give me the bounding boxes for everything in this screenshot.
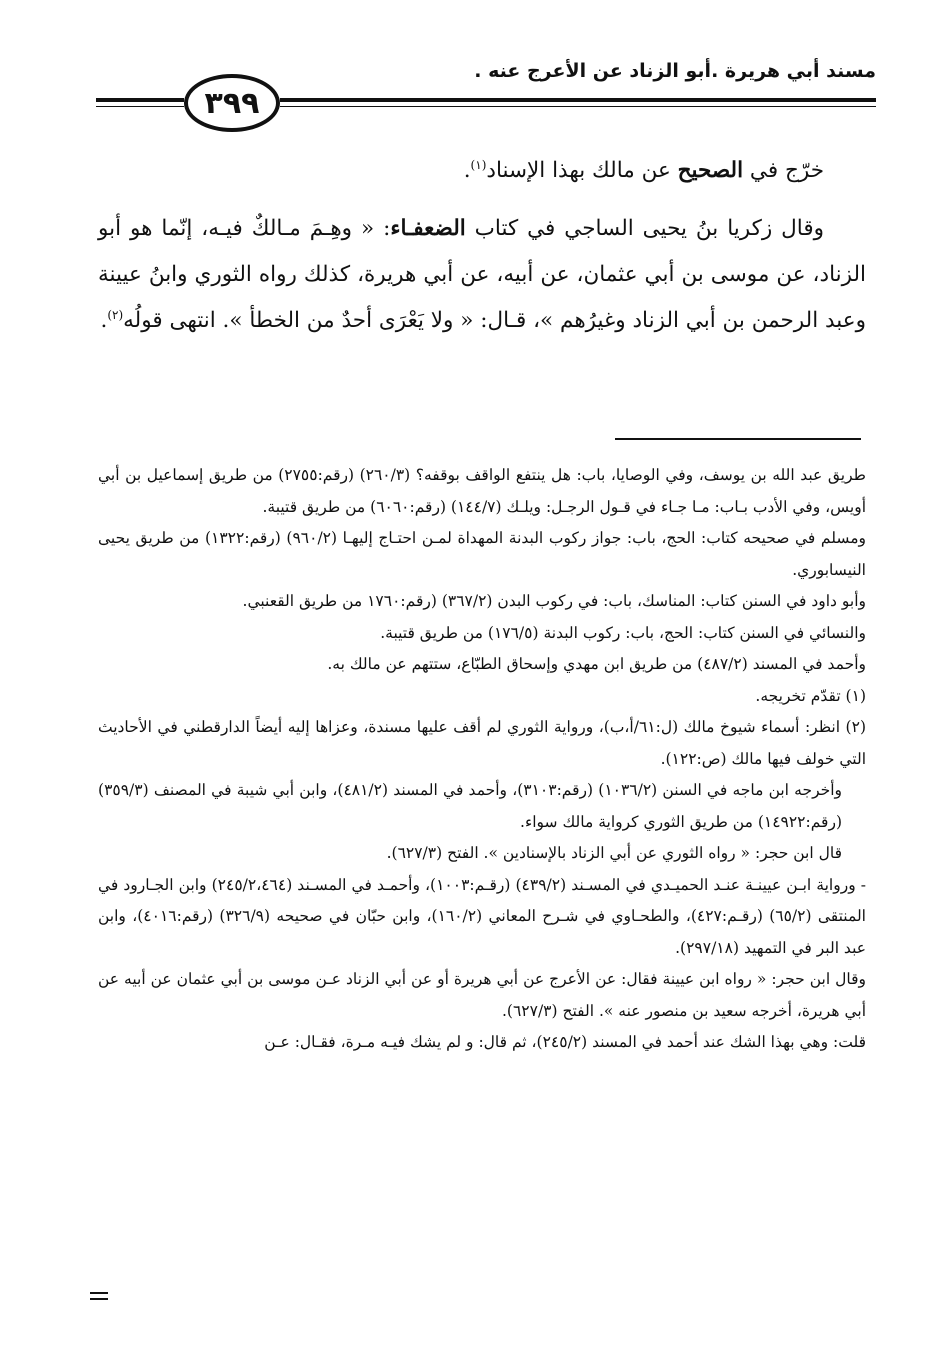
footnote-separator [615,438,861,440]
header-rule-thin-right [280,106,876,107]
main-paragraph-2: وقال زكريا بنُ يحيى الساجي في كتاب الضعفـاء: « وهِـمَ مـالكٌ فيـه، إنّما هو أبو الزناد، عن موسى بن أبي عثمان، عن أبيه، عن أبي هريرة، كذلك رواه الثوري وابنُ عيينة وعبد الرحمن بن أبي الزناد وغيرُهم »، قـال: « ولا يَعْرَى أحدٌ من الخطأ ». انتهى قولُه$^{(٢)}$. [98,216,866,333]
main-paragraph-1: خرّج في الصحيح عن مالك بهذا الإسناد$^{(١)}$. [463,157,824,183]
footnote-line: ومسلم في صحيحه كتاب: الحج، باب: جواز ركوب البدنة المهداة لمـن احتـاج إليهـا (٩٦٠/٢) (رقم:١٣٢٢) من طريق يحيى النيسابوري. [98,529,866,579]
footnote-line: والنسائي في السنن كتاب: الحج، باب: ركوب البدنة (١٧٦/٥) من طريق قتيبة. [380,623,866,642]
p2-bold-word: الضعفـاء [390,216,466,241]
p1-bold-word: الصحيح [677,158,744,183]
footnote-line: قلت: وهي بهذا الشك عند أحمد في المسند (٢٤٥/٢)، ثم قال: و لم يشك فيـه مـرة، فقـال: عـن [264,1033,866,1051]
main-text [98,148,866,356]
footnotes [98,460,866,1059]
footnote-line: وأبو داود في السنن كتاب: المناسك، باب: في ركوب البدن (٣٦٧/٢) (رقم:١٧٦٠ من طريق القعنبي. [242,592,866,610]
p2-part-b: : « وهِـمَ مـالكٌ فيـه، إنّما هو أبو الزناد، عن موسى بن أبي عثمان، عن أبيه، عن أبي هريرة، كذلك رواه الثوري وابنُ عيينة وعبد الرحمن بن أبي الزناد وغيرُهم »، قـال: « ولا يَعْرَى أحدٌ من الخطأ ». انتهى قولُه [98,216,866,333]
continuation-mark [90,1292,108,1300]
footnote-line: وأخرجه ابن ماجه في السنن (١٠٣٦/٢) (رقم:٣١٠٣)، وأحمد في المسند (٤٨١/٢)، وابن أبي شيبة في المصنف (٣٥٩/٣) (رقم:١٤٩٢٢) من طريق الثوري كرواية مالك سواء. [98,781,842,831]
p1-after: عن مالك بهذا الإسناد [486,158,678,183]
page-header [96,52,876,132]
header-rule-thick-left [96,98,184,102]
page-number-text: ٣٩٩ [204,85,260,121]
running-title: مسند أبي هريرة .أبو الزناد عن الأعرج عنه . [474,60,876,82]
footnote-line: طريق عبد الله بن يوسف، وفي الوصايا، باب: هل ينتفع الواقف بوقفه؟ (٢٦٠/٣) (رقم:٢٧٥٥) من طريق إسماعيل بن أبي أويس، وفي الأدب بـاب: مـا جـاء في قـول الرجـل: ويلـك (١٤٤/٧) (رقم:٦٠٦٠) من طريق قتيبة. [98,466,866,516]
footnote-2: (٢) انظر: أسماء شيوخ مالك (ل:٦١/أ،ب)، ورواية الثوري لم أقف عليها مسندة، وعزاها إليه أيضاً الدارقطني في الأحاديث التي خولف فيها مالك (ص:١٢٢). [98,718,866,768]
page-number [184,74,280,132]
footnote-line: - ورواية ابـن عيينـة عنـد الحميـدي في المسـند (٤٣٩/٢) (رقـم:١٠٠٣)، وأحمـد في المسـند (٢٤٥/٢،٤٦٤) وابن الجـارود في المنتقى (٦٥/٢) (رقـم:٤٢٧)، والطحـاوي في شـرح المعاني (١٦٠/٢)، وابن حبّان في صحيحه (٣٢٦/٩) (رقم:٤٠١٦)، وابن عبد البر في التمهيد (٢٩٧/١٨). [98,875,866,957]
p1-before: خرّج في [743,158,824,183]
p2-part-a: وقال زكريا بنُ يحيى الساجي في كتاب [465,216,824,241]
footnote-line: قال ابن حجر: « رواه الثوري عن أبي الزناد بالإسنادين ». الفتح (٦٢٧/٣). [386,844,842,862]
footnote-ref-1: (١) [470,157,487,172]
footnote-line: وقال ابن حجر: « رواه ابن عيينة فقال: عن الأعرج عن أبي هريرة أو عن أبي الزناد عـن موسى بن أبي عثمان عن أبيه عن أبي هريرة، أخرجه سعيد بن منصور عنه ». الفتح (٦٢٧/٣). [98,970,866,1020]
header-rule-thin-left [96,106,184,107]
footnote-line: وأحمد في المسند (٤٨٧/٢) من طريق ابن مهدي وإسحاق الطبّاع، ستتهم عن مالك به. [327,655,866,673]
footnote-1: (١) تقدّم تخريجه. [755,686,866,705]
footnote-ref-2: (٢) [107,307,124,322]
header-rule-thick-right [280,98,876,102]
